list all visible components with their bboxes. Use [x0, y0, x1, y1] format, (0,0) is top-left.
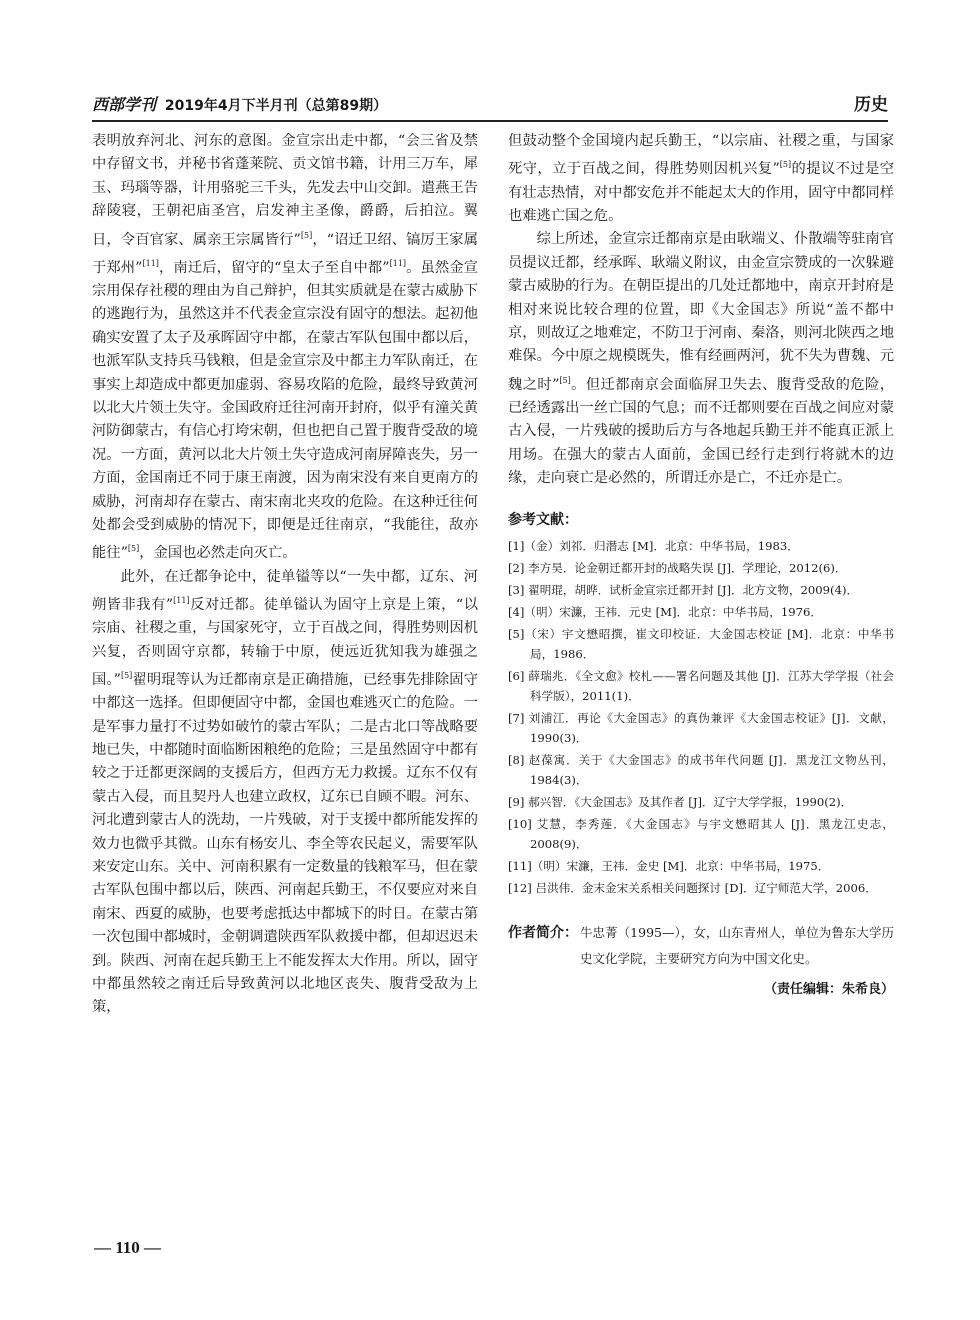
section-label: 历史 [854, 95, 888, 115]
author-bio-text: 牛忠菁（1995—），女，山东青州人，单位为鲁东大学历史文化学院，主要研究方向为中国文化史。 [580, 925, 894, 967]
body-paragraph: 表明放弃河北、河东的意图。金宣宗出走中都，“会三省及禁中存留文书，并秘书省蓬莱院、贡文馆书籍，计用三万车，犀玉、玛瑙等器，计用骆驼三千头，先发去中山交卸。遣燕王告辞陵寝，王朝祀庙圣宫，启发神主圣像，爵爵，后拍泣。翼日，令百官家、属亲王宗属皆行”[5]，“诏迁卫绍、镐厉王家属于郑州”[11]，南迁后，留守的“皇太子至自中都”[11]。虽然金宣宗用保存社稷的理由为自己辩护，但其实质就是在蒙古威胁下的逃跑行为，虽然这并不代表金宣宗没有固守的想法。起初他确实安置了太子及承晖固守中都，在蒙古军队包围中都以后，也派军队支持兵马钱粮，但是金宣宗及中都主力军队南迁，在事实上却造成中都更加虚弱、容易攻陷的危险，最终导致黄河以北大片领土失守。金国政府迁往河南开封府，似乎有潼关黄河防御蒙古，有信心打垮宋朝，但也把自己置于腹背受敌的境况。一方面，黄河以北大片领土失守造成河南屏障丧失，另一方面，金国南迁不同于康王南渡，因为南宋没有来自更南方的威胁，河南却存在蒙古、南宋南北夹攻的危险。在这种迁往何处都会受到威胁的情况下，即便是迁往南京，“我能往，敌亦能往”[5]，金国也必然走向灭亡。 [92, 133, 479, 562]
right-column [508, 130, 894, 1001]
reference-item: [4]（明）宋濂，王祎．元史 [M]．北京：中华书局，1976． [508, 605, 823, 620]
reference-item: [12] 吕洪伟．金末金宋关系相关问题探讨 [D]．辽宁师范大学，2006． [508, 881, 877, 896]
reference-item: [11]（明）宋濂，王祎．金史 [M]．北京：中华书局，1975． [508, 859, 830, 874]
author-bio-label: 作者简介： [508, 925, 578, 942]
journal-issue: 2019年4月下半月刊（总第89期） [164, 98, 388, 114]
reference-item: [10] 艾慧，李秀莲．《大金国志》与宇文懋昭其人 [J]．黑龙江史志，2008(9)． [508, 817, 894, 852]
journal-title [92, 92, 387, 115]
reference-item: [5]（宋）宇文懋昭撰，崔文印校证．大金国志校证 [M]．北京：中华书局，1986． [508, 627, 894, 662]
reference-item: [7] 刘浦江．再论《大金国志》的真伪兼评《大金国志校证》[J]．文献，1990(3)． [508, 711, 894, 746]
body-paragraph: 但鼓动整个金国境内起兵勤王，“以宗庙、社稷之重，与国家死守，立于百战之间，得胜势则因机兴复”[5]的提议不过是空有壮志热情，对中都安危并不能起太大的作用，固守中都同样也难逃亡国之危。 [508, 133, 895, 224]
reference-item: [9] 郝兴智．《大金国志》及其作者 [J]．辽宁大学学报，1990(2)． [508, 795, 853, 810]
responsible-editor: （责任编辑：朱希良） [763, 982, 894, 998]
reference-item: [3] 翟明琨，胡晔．试析金宣宗迁都开封 [J]．北方文物，2009(4)． [508, 583, 859, 598]
left-column [92, 130, 478, 1020]
reference-item: [2] 李方昊．论金朝迁都开封的战略失误 [J]．学理论，2012(6)． [508, 561, 847, 576]
author-bio [508, 920, 894, 972]
references-list [508, 536, 894, 898]
body-paragraph: 综上所述，金宣宗迁都南京是由耿端义、仆散端等驻南官员提议迁都，经承晖、耿端义附议，由金宣宗赞成的一次躲避蒙古威胁的行为。在朝臣提出的几处迁都地中，南京开封府是相对来说比较合理的位置，即《大金国志》所说“盖不都中京，则故辽之地难定，不防卫于河南、秦洛，则河北陕西之地难保。今中原之规模既失，惟有经画两河，犹不失为曹魏、元魏之时”[5]。但迁都南京会面临屏卫失去、腹背受敌的危险，已经透露出一丝亡国的气息；而不迁都则要在百战之间应对蒙古入侵，一片残破的援助后方与各地起兵勤王并不能真正派上用场。在强大的蒙古人面前，金国已经行走到行将就木的边缘，走向衰亡是必然的，所谓迁亦是亡，不迁亦是亡。 [508, 231, 895, 487]
reference-item: [1]（金）刘祁．归潜志 [M]．北京：中华书局，1983． [508, 539, 799, 554]
reference-item: [8] 赵葆寓．关于《大金国志》的成书年代问题 [J]．黑龙江文物丛刊，1984(3)． [508, 753, 894, 788]
page-number: — 110 — [94, 1238, 162, 1257]
running-header [92, 86, 888, 122]
references-heading: 参考文献： [508, 511, 578, 528]
reference-item: [6] 薛瑞兆．《全文愈》校札——署名问题及其他 [J]．江苏大学学报（社会科学版），2011(1)． [508, 669, 894, 704]
body-paragraph: 此外，在迁都争论中，徒单镒等以“一失中都，辽东、河朔皆非我有”[11]反对迁都。徒单镒认为固守上京是上策，“以宗庙、社稷之重，与国家死守，立于百战之间，得胜势则因机兴复，否则固守京都，转输于中原，使远近犹知我为雄强之国。”[5]翟明琨等认为迁都南京是正确措施，已经事先排除固守中都这一选择。但即便固守中都，金国也难逃灭亡的危险。一是军事力量打不过势如破竹的蒙古军队；二是古北口等战略要地已失，中都随时面临断困粮绝的危险；三是虽然固守中都有较之于迁都更深阔的支援后方，但西方无力救援。辽东不仅有蒙古入侵，而且契丹人也建立政权，辽东已自顾不暇。河东、河北遭到蒙古人的洗劫，一片残破，对于支援中都所能发挥的效力也微乎其微。山东有杨安儿、李全等农民起义，需要军队来安定山东。关中、河南积累有一定数量的钱粮军马，但在蒙古军队包围中都以后，陕西、河南起兵勤王，不仅要应对来自南宋、西夏的威胁，也要考虑抵达中都城下的时日。在蒙古第一次包围中都城时，金朝调遣陕西军队救援中都，但却迟迟未到。陕西、河南在起兵勤王上不能发挥太大作用。所以，固守中都虽然较之南迁后导致黄河以北地区丧失、腹背受敌为上策， [92, 568, 479, 1016]
journal-logo: 西部学刊 [92, 95, 157, 114]
